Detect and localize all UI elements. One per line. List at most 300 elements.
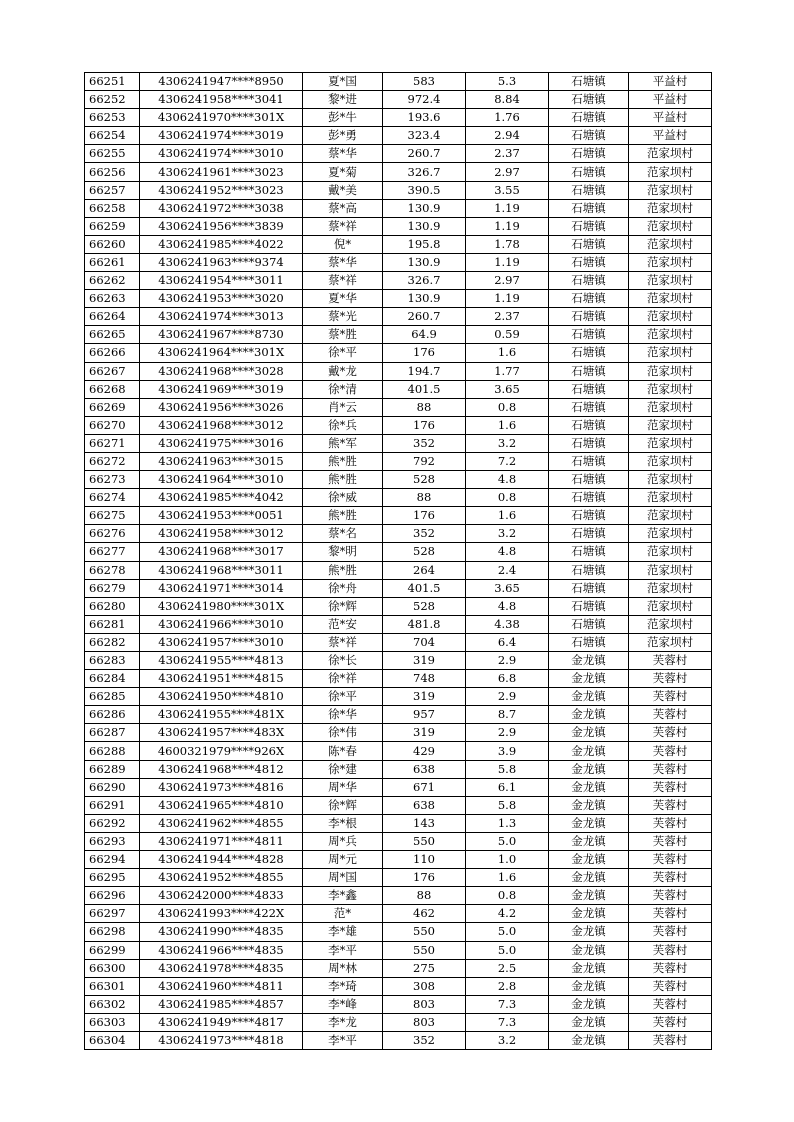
area-cell: 5.8	[466, 760, 549, 778]
id-number-cell: 4306241949****4817	[140, 1013, 303, 1031]
amount-cell: 88	[383, 887, 466, 905]
serial-cell: 66298	[85, 923, 140, 941]
town-cell: 石塘镇	[549, 308, 629, 326]
area-cell: 8.7	[466, 706, 549, 724]
serial-cell: 66278	[85, 561, 140, 579]
town-cell: 金龙镇	[549, 742, 629, 760]
table-row	[85, 724, 712, 742]
area-cell: 3.2	[466, 1031, 549, 1049]
amount-cell: 275	[383, 959, 466, 977]
area-cell: 1.19	[466, 199, 549, 217]
area-cell: 1.78	[466, 235, 549, 253]
serial-cell: 66286	[85, 706, 140, 724]
village-cell: 范家坝村	[629, 235, 712, 253]
serial-cell: 66276	[85, 525, 140, 543]
name-cell: 徐*舟	[303, 579, 383, 597]
village-cell: 平益村	[629, 91, 712, 109]
serial-cell: 66252	[85, 91, 140, 109]
name-cell: 蔡*祥	[303, 272, 383, 290]
village-cell: 范家坝村	[629, 290, 712, 308]
amount-cell: 352	[383, 1031, 466, 1049]
village-cell: 芙蓉村	[629, 1031, 712, 1049]
town-cell: 金龙镇	[549, 851, 629, 869]
name-cell: 戴*龙	[303, 362, 383, 380]
table-row	[85, 959, 712, 977]
area-cell: 1.76	[466, 109, 549, 127]
area-cell: 4.8	[466, 471, 549, 489]
id-number-cell: 4306241962****4855	[140, 814, 303, 832]
id-number-cell: 4306241970****301X	[140, 109, 303, 127]
table-row	[85, 923, 712, 941]
name-cell: 徐*平	[303, 688, 383, 706]
serial-cell: 66275	[85, 507, 140, 525]
name-cell: 彭*牛	[303, 109, 383, 127]
name-cell: 熊*胜	[303, 471, 383, 489]
id-number-cell: 4306241960****4811	[140, 977, 303, 995]
town-cell: 金龙镇	[549, 706, 629, 724]
village-cell: 芙蓉村	[629, 959, 712, 977]
serial-cell: 66295	[85, 869, 140, 887]
area-cell: 5.3	[466, 73, 549, 91]
name-cell: 蔡*光	[303, 308, 383, 326]
serial-cell: 66271	[85, 434, 140, 452]
id-number-cell: 4306241961****3023	[140, 163, 303, 181]
village-cell: 范家坝村	[629, 633, 712, 651]
serial-cell: 66280	[85, 597, 140, 615]
table-row	[85, 199, 712, 217]
town-cell: 金龙镇	[549, 923, 629, 941]
name-cell: 周*国	[303, 869, 383, 887]
town-cell: 金龙镇	[549, 688, 629, 706]
village-cell: 范家坝村	[629, 597, 712, 615]
serial-cell: 66261	[85, 253, 140, 271]
serial-cell: 66272	[85, 452, 140, 470]
table-row	[85, 742, 712, 760]
name-cell: 徐*祥	[303, 670, 383, 688]
amount-cell: 64.9	[383, 326, 466, 344]
id-number-cell: 4306241985****4042	[140, 489, 303, 507]
village-cell: 芙蓉村	[629, 869, 712, 887]
table-row	[85, 543, 712, 561]
name-cell: 李*鑫	[303, 887, 383, 905]
table-row	[85, 217, 712, 235]
name-cell: 黎*明	[303, 543, 383, 561]
village-cell: 芙蓉村	[629, 977, 712, 995]
town-cell: 石塘镇	[549, 579, 629, 597]
name-cell: 徐*辉	[303, 796, 383, 814]
town-cell: 金龙镇	[549, 1031, 629, 1049]
table-row	[85, 416, 712, 434]
amount-cell: 194.7	[383, 362, 466, 380]
area-cell: 8.84	[466, 91, 549, 109]
amount-cell: 704	[383, 633, 466, 651]
table-row	[85, 362, 712, 380]
serial-cell: 66253	[85, 109, 140, 127]
id-number-cell: 4306241968****3017	[140, 543, 303, 561]
amount-cell: 195.8	[383, 235, 466, 253]
serial-cell: 66262	[85, 272, 140, 290]
name-cell: 李*峰	[303, 995, 383, 1013]
serial-cell: 66291	[85, 796, 140, 814]
amount-cell: 326.7	[383, 272, 466, 290]
village-cell: 芙蓉村	[629, 923, 712, 941]
name-cell: 周*兵	[303, 832, 383, 850]
table-row	[85, 851, 712, 869]
serial-cell: 66269	[85, 398, 140, 416]
village-cell: 芙蓉村	[629, 652, 712, 670]
name-cell: 倪*	[303, 235, 383, 253]
village-cell: 范家坝村	[629, 181, 712, 199]
village-cell: 芙蓉村	[629, 778, 712, 796]
name-cell: 陈*春	[303, 742, 383, 760]
table-row	[85, 652, 712, 670]
name-cell: 徐*平	[303, 344, 383, 362]
town-cell: 石塘镇	[549, 633, 629, 651]
town-cell: 金龙镇	[549, 832, 629, 850]
amount-cell: 110	[383, 851, 466, 869]
area-cell: 5.8	[466, 796, 549, 814]
amount-cell: 671	[383, 778, 466, 796]
table-row	[85, 73, 712, 91]
town-cell: 金龙镇	[549, 905, 629, 923]
town-cell: 石塘镇	[549, 91, 629, 109]
area-cell: 5.0	[466, 832, 549, 850]
area-cell: 3.55	[466, 181, 549, 199]
town-cell: 石塘镇	[549, 326, 629, 344]
table-row	[85, 507, 712, 525]
village-cell: 芙蓉村	[629, 706, 712, 724]
village-cell: 范家坝村	[629, 163, 712, 181]
amount-cell: 319	[383, 652, 466, 670]
id-number-cell: 4306241993****422X	[140, 905, 303, 923]
serial-cell: 66265	[85, 326, 140, 344]
table-row	[85, 525, 712, 543]
amount-cell: 792	[383, 452, 466, 470]
amount-cell: 88	[383, 489, 466, 507]
area-cell: 1.19	[466, 253, 549, 271]
village-cell: 范家坝村	[629, 199, 712, 217]
serial-cell: 66266	[85, 344, 140, 362]
village-cell: 平益村	[629, 127, 712, 145]
table-row	[85, 941, 712, 959]
amount-cell: 528	[383, 597, 466, 615]
name-cell: 夏*菊	[303, 163, 383, 181]
area-cell: 4.8	[466, 597, 549, 615]
village-cell: 范家坝村	[629, 344, 712, 362]
area-cell: 0.8	[466, 489, 549, 507]
serial-cell: 66289	[85, 760, 140, 778]
village-cell: 范家坝村	[629, 308, 712, 326]
area-cell: 2.5	[466, 959, 549, 977]
amount-cell: 130.9	[383, 199, 466, 217]
amount-cell: 323.4	[383, 127, 466, 145]
serial-cell: 66292	[85, 814, 140, 832]
amount-cell: 401.5	[383, 380, 466, 398]
id-number-cell: 4306241967****8730	[140, 326, 303, 344]
village-cell: 芙蓉村	[629, 814, 712, 832]
name-cell: 徐*伟	[303, 724, 383, 742]
area-cell: 1.19	[466, 290, 549, 308]
amount-cell: 528	[383, 543, 466, 561]
id-number-cell: 4306241971****3014	[140, 579, 303, 597]
table-row	[85, 995, 712, 1013]
name-cell: 周*林	[303, 959, 383, 977]
serial-cell: 66288	[85, 742, 140, 760]
id-number-cell: 4306241974****3019	[140, 127, 303, 145]
serial-cell: 66297	[85, 905, 140, 923]
table-row	[85, 308, 712, 326]
name-cell: 李*平	[303, 1031, 383, 1049]
id-number-cell: 4306241980****301X	[140, 597, 303, 615]
table-row	[85, 869, 712, 887]
village-cell: 范家坝村	[629, 525, 712, 543]
name-cell: 戴*美	[303, 181, 383, 199]
serial-cell: 66301	[85, 977, 140, 995]
name-cell: 熊*军	[303, 434, 383, 452]
table-row	[85, 452, 712, 470]
amount-cell: 352	[383, 434, 466, 452]
serial-cell: 66255	[85, 145, 140, 163]
village-cell: 范家坝村	[629, 615, 712, 633]
amount-cell: 176	[383, 416, 466, 434]
amount-cell: 352	[383, 525, 466, 543]
village-cell: 范家坝村	[629, 398, 712, 416]
area-cell: 2.94	[466, 127, 549, 145]
name-cell: 彭*勇	[303, 127, 383, 145]
town-cell: 石塘镇	[549, 272, 629, 290]
id-number-cell: 4306241963****9374	[140, 253, 303, 271]
id-number-cell: 4306241953****0051	[140, 507, 303, 525]
table-row	[85, 398, 712, 416]
serial-cell: 66296	[85, 887, 140, 905]
amount-cell: 390.5	[383, 181, 466, 199]
village-cell: 范家坝村	[629, 380, 712, 398]
town-cell: 金龙镇	[549, 760, 629, 778]
amount-cell: 176	[383, 344, 466, 362]
village-cell: 范家坝村	[629, 416, 712, 434]
area-cell: 4.8	[466, 543, 549, 561]
name-cell: 夏*华	[303, 290, 383, 308]
area-cell: 0.59	[466, 326, 549, 344]
name-cell: 徐*清	[303, 380, 383, 398]
name-cell: 徐*华	[303, 706, 383, 724]
name-cell: 李*龙	[303, 1013, 383, 1031]
amount-cell: 319	[383, 688, 466, 706]
name-cell: 蔡*祥	[303, 217, 383, 235]
id-number-cell: 4306241968****3012	[140, 416, 303, 434]
serial-cell: 66259	[85, 217, 140, 235]
town-cell: 金龙镇	[549, 1013, 629, 1031]
amount-cell: 193.6	[383, 109, 466, 127]
table-row	[85, 633, 712, 651]
area-cell: 1.0	[466, 851, 549, 869]
town-cell: 石塘镇	[549, 525, 629, 543]
serial-cell: 66251	[85, 73, 140, 91]
id-number-cell: 4306241968****3028	[140, 362, 303, 380]
village-cell: 范家坝村	[629, 253, 712, 271]
area-cell: 2.37	[466, 308, 549, 326]
name-cell: 范*安	[303, 615, 383, 633]
table-row	[85, 109, 712, 127]
serial-cell: 66303	[85, 1013, 140, 1031]
town-cell: 金龙镇	[549, 652, 629, 670]
table-row	[85, 1031, 712, 1049]
id-number-cell: 4306241969****3019	[140, 380, 303, 398]
area-cell: 7.3	[466, 1013, 549, 1031]
village-cell: 范家坝村	[629, 326, 712, 344]
village-cell: 范家坝村	[629, 471, 712, 489]
village-cell: 芙蓉村	[629, 760, 712, 778]
amount-cell: 957	[383, 706, 466, 724]
village-cell: 芙蓉村	[629, 688, 712, 706]
area-cell: 0.8	[466, 398, 549, 416]
id-number-cell: 4306241985****4022	[140, 235, 303, 253]
area-cell: 2.37	[466, 145, 549, 163]
amount-cell: 308	[383, 977, 466, 995]
name-cell: 李*雄	[303, 923, 383, 941]
name-cell: 蔡*祥	[303, 633, 383, 651]
id-number-cell: 4306241985****4857	[140, 995, 303, 1013]
name-cell: 蔡*华	[303, 145, 383, 163]
amount-cell: 264	[383, 561, 466, 579]
amount-cell: 972.4	[383, 91, 466, 109]
table-row	[85, 434, 712, 452]
town-cell: 石塘镇	[549, 73, 629, 91]
amount-cell: 803	[383, 1013, 466, 1031]
area-cell: 5.0	[466, 941, 549, 959]
amount-cell: 260.7	[383, 145, 466, 163]
serial-cell: 66257	[85, 181, 140, 199]
town-cell: 金龙镇	[549, 796, 629, 814]
area-cell: 1.6	[466, 869, 549, 887]
table-row	[85, 471, 712, 489]
serial-cell: 66294	[85, 851, 140, 869]
area-cell: 3.2	[466, 434, 549, 452]
table-row	[85, 832, 712, 850]
town-cell: 石塘镇	[549, 253, 629, 271]
area-cell: 3.65	[466, 579, 549, 597]
area-cell: 6.1	[466, 778, 549, 796]
town-cell: 金龙镇	[549, 995, 629, 1013]
town-cell: 金龙镇	[549, 941, 629, 959]
id-number-cell: 4306241964****3010	[140, 471, 303, 489]
serial-cell: 66293	[85, 832, 140, 850]
village-cell: 芙蓉村	[629, 905, 712, 923]
area-cell: 2.4	[466, 561, 549, 579]
village-cell: 平益村	[629, 73, 712, 91]
town-cell: 金龙镇	[549, 977, 629, 995]
town-cell: 石塘镇	[549, 452, 629, 470]
table-row	[85, 127, 712, 145]
area-cell: 1.6	[466, 344, 549, 362]
id-number-cell: 4306241971****4811	[140, 832, 303, 850]
id-number-cell: 4306241973****4818	[140, 1031, 303, 1049]
village-cell: 芙蓉村	[629, 724, 712, 742]
id-number-cell: 4306241978****4835	[140, 959, 303, 977]
village-cell: 范家坝村	[629, 452, 712, 470]
town-cell: 石塘镇	[549, 217, 629, 235]
amount-cell: 481.8	[383, 615, 466, 633]
amount-cell: 429	[383, 742, 466, 760]
amount-cell: 550	[383, 923, 466, 941]
id-number-cell: 4306241957****3010	[140, 633, 303, 651]
amount-cell: 638	[383, 760, 466, 778]
town-cell: 金龙镇	[549, 869, 629, 887]
table-row	[85, 272, 712, 290]
area-cell: 1.19	[466, 217, 549, 235]
amount-cell: 326.7	[383, 163, 466, 181]
serial-cell: 66254	[85, 127, 140, 145]
village-cell: 芙蓉村	[629, 670, 712, 688]
table-row	[85, 905, 712, 923]
name-cell: 李*平	[303, 941, 383, 959]
amount-cell: 748	[383, 670, 466, 688]
name-cell: 李*根	[303, 814, 383, 832]
village-cell: 芙蓉村	[629, 851, 712, 869]
name-cell: 徐*兵	[303, 416, 383, 434]
village-cell: 芙蓉村	[629, 941, 712, 959]
area-cell: 2.97	[466, 272, 549, 290]
serial-cell: 66260	[85, 235, 140, 253]
town-cell: 金龙镇	[549, 959, 629, 977]
area-cell: 1.6	[466, 507, 549, 525]
town-cell: 石塘镇	[549, 597, 629, 615]
amount-cell: 88	[383, 398, 466, 416]
town-cell: 石塘镇	[549, 561, 629, 579]
name-cell: 蔡*高	[303, 199, 383, 217]
village-cell: 范家坝村	[629, 145, 712, 163]
name-cell: 徐*辉	[303, 597, 383, 615]
table-row	[85, 887, 712, 905]
name-cell: 夏*国	[303, 73, 383, 91]
amount-cell: 319	[383, 724, 466, 742]
name-cell: 蔡*华	[303, 253, 383, 271]
area-cell: 3.2	[466, 525, 549, 543]
serial-cell: 66277	[85, 543, 140, 561]
id-number-cell: 4306241944****4828	[140, 851, 303, 869]
serial-cell: 66267	[85, 362, 140, 380]
town-cell: 石塘镇	[549, 290, 629, 308]
table-row	[85, 290, 712, 308]
id-number-cell: 4306241958****3012	[140, 525, 303, 543]
village-cell: 范家坝村	[629, 543, 712, 561]
village-cell: 范家坝村	[629, 561, 712, 579]
amount-cell: 176	[383, 869, 466, 887]
table-row	[85, 235, 712, 253]
amount-cell: 550	[383, 832, 466, 850]
table-row	[85, 163, 712, 181]
area-cell: 2.9	[466, 724, 549, 742]
amount-cell: 130.9	[383, 290, 466, 308]
id-number-cell: 4306242000****4833	[140, 887, 303, 905]
serial-cell: 66264	[85, 308, 140, 326]
name-cell: 熊*胜	[303, 561, 383, 579]
town-cell: 石塘镇	[549, 127, 629, 145]
village-cell: 芙蓉村	[629, 1013, 712, 1031]
village-cell: 芙蓉村	[629, 742, 712, 760]
serial-cell: 66274	[85, 489, 140, 507]
serial-cell: 66290	[85, 778, 140, 796]
amount-cell: 130.9	[383, 217, 466, 235]
table-body	[85, 73, 712, 1050]
area-cell: 1.3	[466, 814, 549, 832]
village-cell: 芙蓉村	[629, 995, 712, 1013]
table-row	[85, 380, 712, 398]
village-cell: 范家坝村	[629, 272, 712, 290]
area-cell: 7.2	[466, 452, 549, 470]
table-row	[85, 796, 712, 814]
id-number-cell: 4306241975****3016	[140, 434, 303, 452]
